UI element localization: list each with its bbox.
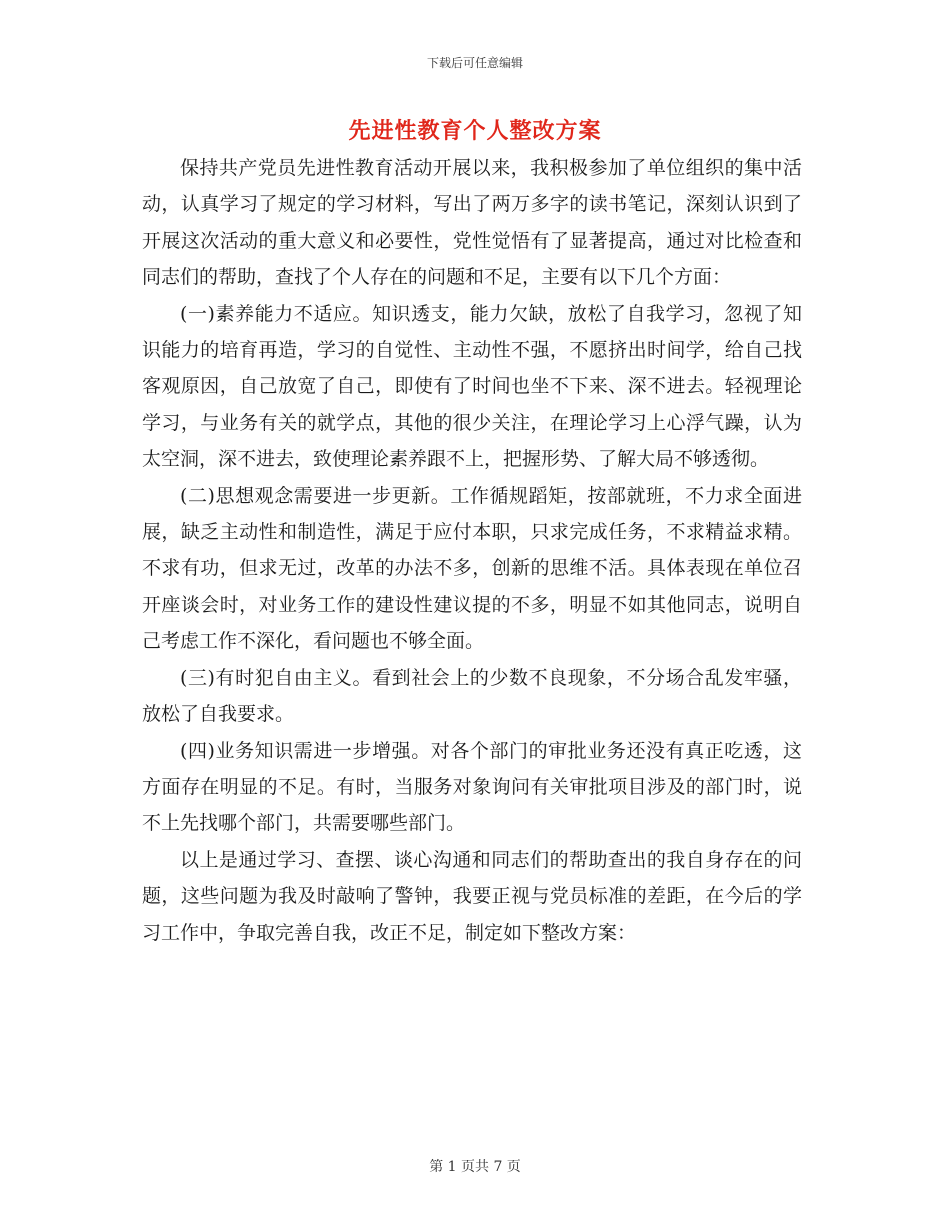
- paragraph-issue-3: (三)有时犯自由主义。看到社会上的少数不良现象，不分场合乱发牢骚，放松了自我要求。: [142, 666, 802, 726]
- page-footer: 第 1 页共 7 页: [429, 1159, 521, 1175]
- document-body: [142, 150, 802, 951]
- document-title: 先进性教育个人整改方案: [348, 118, 602, 144]
- paragraph-issue-2: (二)思想观念需要进一步更新。工作循规蹈矩，按部就班，不力求全面进展，缺乏主动性和制造性，满足于应付本职，只求完成任务，不求精益求精。不求有功，但求无过，改革的办法不多，创新的思维不活。具体表现在单位召开座谈会时，对业务工作的建设性建议提的不多，明显不如其他同志，说明自己考虑工作不深化，看问题也不够全面。: [142, 484, 802, 653]
- paragraph-intro: 保持共产党员先进性教育活动开展以来，我积极参加了单位组织的集中活动，认真学习了规定的学习材料，写出了两万多字的读书笔记，深刻认识到了开展这次活动的重大意义和必要性，党性觉悟有了显著提高，通过对比检查和同志们的帮助，查找了个人存在的问题和不足，主要有以下几个方面：: [142, 157, 802, 289]
- paragraph-conclusion: 以上是通过学习、查摆、谈心沟通和同志们的帮助查出的我自身存在的问题，这些问题为我及时敲响了警钟，我要正视与党员标准的差距，在今后的学习工作中，争取完善自我，改正不足，制定如下整改方案：: [142, 848, 802, 944]
- page-header: 下载后可任意编辑: [426, 56, 523, 70]
- paragraph-issue-4: (四)业务知识需进一步增强。对各个部门的审批业务还没有真正吃透，这方面存在明显的不足。有时，当服务对象询问有关审批项目涉及的部门时，说不上先找哪个部门，共需要哪些部门。: [142, 739, 802, 835]
- paragraph-issue-1: (一)素养能力不适应。知识透支，能力欠缺，放松了自我学习，忽视了知识能力的培育再造，学习的自觉性、主动性不强，不愿挤出时间学，给自己找客观原因，自己放宽了自己，即使有了时间也坐不下来、深不进去。轻视理论学习，与业务有关的就学点，其他的很少关注，在理论学习上心浮气躁，认为太空洞，深不进去，致使理论素养跟不上，把握形势、了解大局不够透彻。: [142, 302, 802, 471]
